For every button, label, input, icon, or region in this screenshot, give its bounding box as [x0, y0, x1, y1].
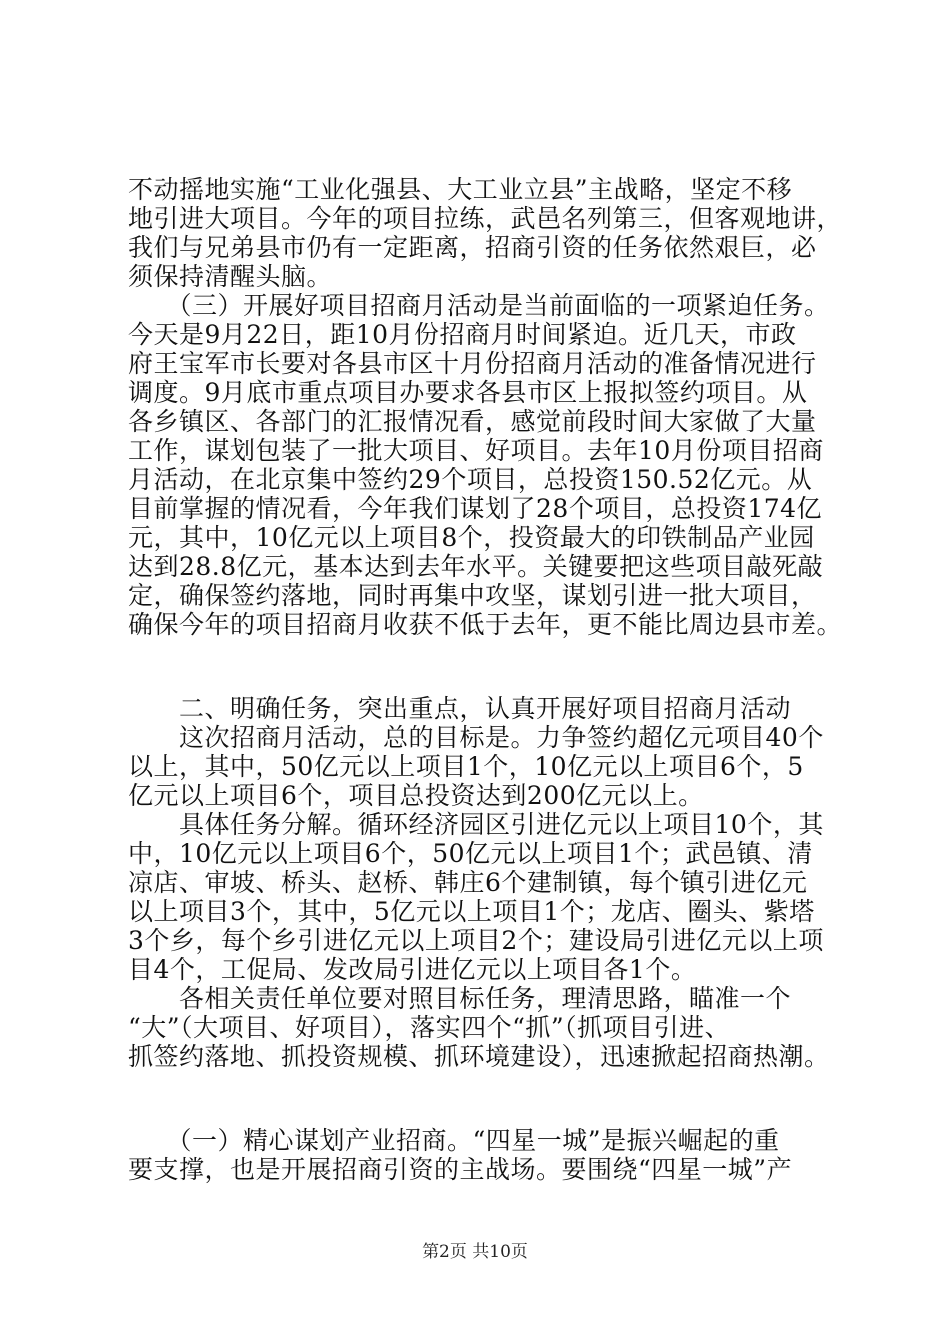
text-line: 须保持清醒头脑。 [128, 262, 333, 291]
text-line: 府王宝军市长要对各县市区十月份招商月活动的准备情况进行 [128, 349, 817, 378]
text-line: 目前掌握的情况看，今年我们谋划了28个项目，总投资174亿 [128, 494, 823, 523]
text-line: 定，确保签约落地，同时再集中攻坚，谋划引进一批大项目， [128, 581, 817, 610]
text-line: 亿元以上项目6个，项目总投资达到200亿元以上。 [128, 781, 704, 810]
paragraph-block-3 [128, 1126, 848, 1184]
text-line: 各乡镇区、各部门的汇报情况看，感觉前段时间大家做了大量 [128, 407, 817, 436]
text-line: 我们与兄弟县市仍有一定距离，招商引资的任务依然艰巨，必 [128, 233, 817, 262]
text-line: 具体任务分解。循环经济园区引进亿元以上项目10个，其 [128, 810, 824, 839]
text-line: 以上，其中，50亿元以上项目1个，10亿元以上项目6个，5 [128, 752, 804, 781]
text-line: 不动摇地实施“工业化强县、大工业立县”主战略，坚定不移 [128, 175, 793, 204]
text-line: 这次招商月活动，总的目标是。力争签约超亿元项目40个 [128, 723, 824, 752]
text-line: 确保今年的项目招商月收获不低于去年，更不能比周边县市差。 [128, 610, 843, 639]
page-number-footer: 第2页 共10页 [422, 1242, 528, 1262]
text-line: （一）精心谋划产业招商。“四星一城”是振兴崛起的重 [128, 1126, 780, 1155]
text-line: 目4个，工促局、发改局引进亿元以上项目各1个。 [128, 955, 697, 984]
text-line: 工作，谋划包装了一批大项目、好项目。去年10月份项目招商 [128, 436, 824, 465]
text-line: 调度。9月底市重点项目办要求各县市区上报拟签约项目。从 [128, 378, 808, 407]
text-line: 地引进大项目。今年的项目拉练，武邑名列第三，但客观地讲， [128, 204, 843, 233]
text-line: 凉店、审坡、桥头、赵桥、韩庄6个建制镇，每个镇引进亿元 [128, 868, 808, 897]
text-line: 月活动，在北京集中签约29个项目，总投资150.52亿元。从 [128, 465, 813, 494]
text-line: 二、明确任务，突出重点，认真开展好项目招商月活动 [128, 694, 792, 723]
text-line: 今天是9月22日，距10月份招商月时间紧迫。近几天，市政 [128, 320, 797, 349]
text-line: 中，10亿元以上项目6个，50亿元以上项目1个；武邑镇、清 [128, 839, 813, 868]
text-line: 要支撑，也是开展招商引资的主战场。要围绕“四星一城”产 [128, 1155, 793, 1184]
text-line: 抓签约落地、抓投资规模、抓环境建设），迅速掀起招商热潮。 [128, 1042, 830, 1071]
text-line: （三）开展好项目招商月活动是当前面临的一项紧迫任务。 [128, 291, 830, 320]
text-line: 以上项目3个，其中，5亿元以上项目1个；龙店、圈头、紫塔 [128, 897, 815, 926]
text-line: 各相关责任单位要对照目标任务，理清思路，瞄准一个 [128, 984, 792, 1013]
text-line: 元，其中，10亿元以上项目8个，投资最大的印铁制品产业园 [128, 523, 815, 552]
paragraph-block-1 [128, 175, 848, 639]
text-line: “大”（大项目、好项目），落实四个“抓”（抓项目引进、 [128, 1013, 731, 1042]
text-line: 达到28.8亿元，基本达到去年水平。关键要把这些项目敲死敲 [128, 552, 824, 581]
paragraph-block-2 [128, 694, 848, 1071]
text-line: 3个乡，每个乡引进亿元以上项目2个；建设局引进亿元以上项 [128, 926, 824, 955]
